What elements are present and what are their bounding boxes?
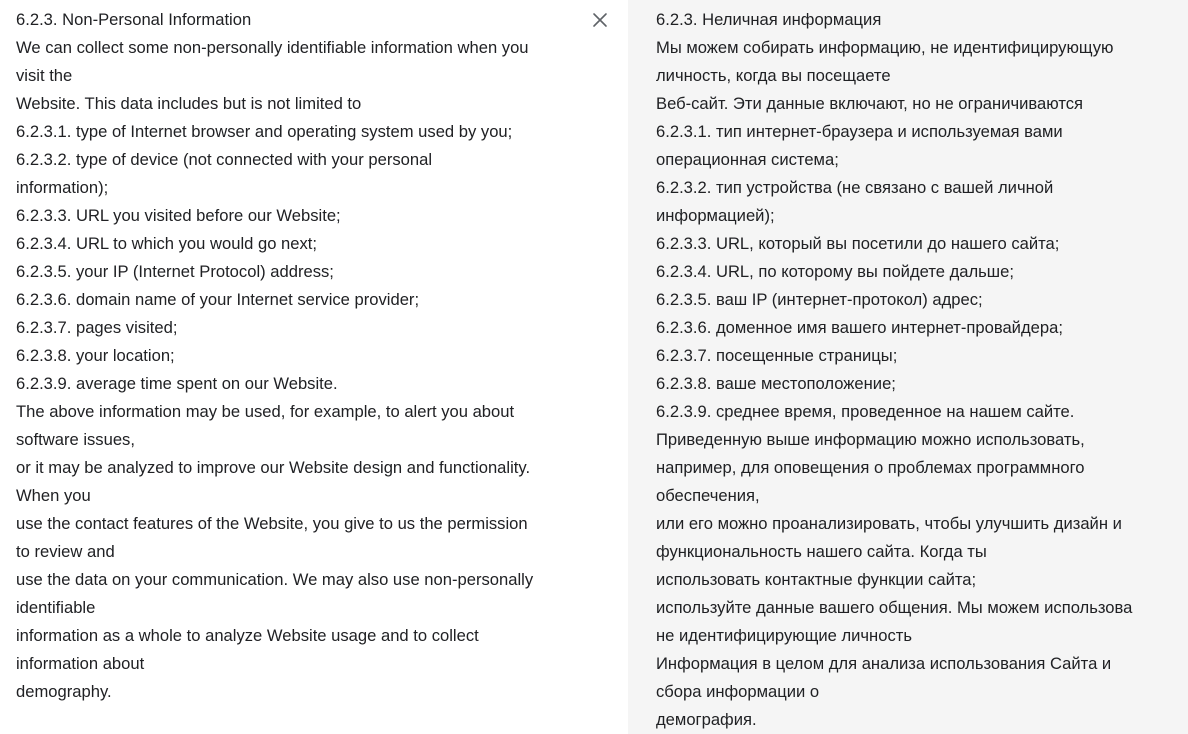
translation-text-line: 6.2.3.4. URL, по которому вы пойдете дальше; xyxy=(656,262,1014,281)
source-text-line: software issues, xyxy=(16,430,135,449)
source-text-line: visit the xyxy=(16,66,73,85)
source-text-line: information); xyxy=(16,178,109,197)
source-text-line: The above information may be used, for example, to alert you about xyxy=(16,402,515,421)
translation-text-line: операционная система; xyxy=(656,150,839,169)
translation-text-line: использовать контактные функции сайта; xyxy=(656,570,977,589)
translation-text-line: Информация в целом для анализа использования Сайта и xyxy=(656,654,1112,673)
translation-text-line: информацией); xyxy=(656,206,775,225)
translation-text-line: или его можно проанализировать, чтобы улучшить дизайн и xyxy=(656,514,1122,533)
source-text-line: 6.2.3.5. your IP (Internet Protocol) address; xyxy=(16,262,334,281)
source-text-line: We can collect some non-personally identifiable information when you xyxy=(16,38,529,57)
close-icon xyxy=(592,12,608,28)
source-text-line: information about xyxy=(16,654,145,673)
source-text[interactable] xyxy=(16,6,582,706)
source-text-line: identifiable xyxy=(16,598,96,617)
translation-text-line: 6.2.3.5. ваш IP (интернет-протокол) адрес; xyxy=(656,290,983,309)
translation-text-line: 6.2.3.9. среднее время, проведенное на нашем сайте. xyxy=(656,402,1075,421)
translation-text-line: 6.2.3.6. доменное имя вашего интернет-провайдера; xyxy=(656,318,1063,337)
translation-text-line: 6.2.3. Неличная информация xyxy=(656,10,882,29)
source-text-line: 6.2.3.2. type of device (not connected with your personal xyxy=(16,150,433,169)
translation-text-line: Мы можем собирать информацию, не идентифицирующую xyxy=(656,38,1114,57)
translation-text-line: 6.2.3.8. ваше местоположение; xyxy=(656,374,896,393)
source-text-line: or it may be analyzed to improve our Website design and functionality. xyxy=(16,458,531,477)
translation-text-line: функциональность нашего сайта. Когда ты xyxy=(656,542,987,561)
translation-text-line: 6.2.3.3. URL, который вы посетили до нашего сайта; xyxy=(656,234,1060,253)
source-text-line: use the data on your communication. We may also use non-personally xyxy=(16,570,534,589)
source-text-line: 6.2.3. Non-Personal Information xyxy=(16,10,252,29)
source-text-line: When you xyxy=(16,486,91,505)
translation-text xyxy=(656,6,1188,734)
source-text-line: 6.2.3.3. URL you visited before our Website; xyxy=(16,206,341,225)
translation-text-line: например, для оповещения о проблемах программного xyxy=(656,458,1085,477)
source-text-line: demography. xyxy=(16,682,112,701)
source-text-line: 6.2.3.8. your location; xyxy=(16,346,175,365)
translation-text-line: личность, когда вы посещаете xyxy=(656,66,891,85)
source-text-line: use the contact features of the Website, you give to us the permission xyxy=(16,514,528,533)
translation-pane xyxy=(628,0,1188,734)
translation-text-line: 6.2.3.1. тип интернет-браузера и используемая вами xyxy=(656,122,1063,141)
translation-text-line: 6.2.3.2. тип устройства (не связано с вашей личной xyxy=(656,178,1054,197)
translation-text-line: не идентифицирующие личность xyxy=(656,626,912,645)
translation-text-line: Приведенную выше информацию можно использовать, xyxy=(656,430,1085,449)
source-text-line: to review and xyxy=(16,542,115,561)
source-text-line: 6.2.3.7. pages visited; xyxy=(16,318,178,337)
translation-text-line: 6.2.3.7. посещенные страницы; xyxy=(656,346,898,365)
translation-text-line: демография. xyxy=(656,710,757,729)
source-text-line: 6.2.3.4. URL to which you would go next; xyxy=(16,234,318,253)
source-text-line: information as a whole to analyze Website usage and to collect xyxy=(16,626,479,645)
translation-text-line: Веб-сайт. Эти данные включают, но не ограничиваются xyxy=(656,94,1084,113)
translation-text-line: обеспечения, xyxy=(656,486,760,505)
source-text-line: 6.2.3.1. type of Internet browser and operating system used by you; xyxy=(16,122,513,141)
source-text-line: 6.2.3.9. average time spent on our Website. xyxy=(16,374,338,393)
translation-text-line: сбора информации о xyxy=(656,682,820,701)
source-text-line: Website. This data includes but is not limited to xyxy=(16,94,362,113)
translation-text-line: используйте данные вашего общения. Мы можем использова xyxy=(656,598,1133,617)
source-text-line: 6.2.3.6. domain name of your Internet service provider; xyxy=(16,290,420,309)
clear-source-button[interactable] xyxy=(590,10,610,30)
